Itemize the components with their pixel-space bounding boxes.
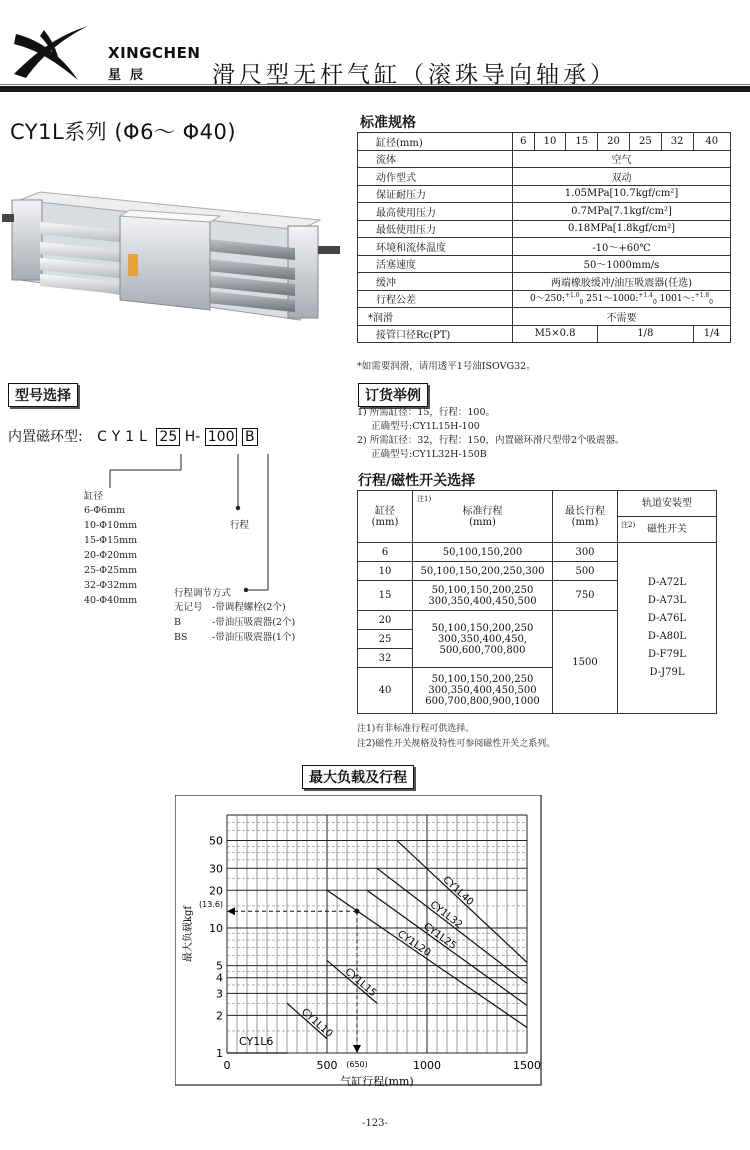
stroke-bore: 32 <box>358 649 413 668</box>
annotation-label-stroke: (650) <box>346 1060 368 1069</box>
stroke-table-head <box>358 491 717 517</box>
stroke-row <box>358 543 717 562</box>
spec-tolerance-label: 行程公差 <box>358 290 513 308</box>
series-label: CY1L10 <box>299 1006 335 1040</box>
spec-row-value: 两端橡胶缓冲/油压吸震器(任选) <box>513 273 731 291</box>
spec-row <box>358 168 731 186</box>
adjust-desc: -带油压吸震器(2个) <box>212 617 296 628</box>
page-number: -123- <box>362 1118 388 1129</box>
y-tick-label: 2 <box>216 1009 223 1023</box>
head-max-unit: (mm) <box>571 516 599 528</box>
head-bore-text: 缸径 <box>375 505 395 517</box>
spec-row <box>358 203 731 221</box>
stroke-table-title: 行程/磁性开关选择 <box>358 473 476 489</box>
bore-list-item: 40-Φ40mm <box>84 595 138 606</box>
stroke-max: 1500 <box>553 611 618 714</box>
head-bore-unit: (mm) <box>371 516 399 528</box>
stroke-max: 500 <box>553 562 618 581</box>
adjust-list <box>174 600 295 645</box>
spec-bore-cell: 40 <box>693 133 730 151</box>
switch-item: D-A73L <box>647 595 687 606</box>
chart-title: 最大负载及行程 <box>302 765 414 789</box>
spec-bore-cell: 32 <box>661 133 693 151</box>
spec-row-label: 环境和流体温度 <box>358 238 513 256</box>
spec-bore-cell: 25 <box>629 133 661 151</box>
series-title: CY1L系列 (Φ6～ Φ40) <box>10 120 237 144</box>
tolerance-upper: +1.8 <box>694 292 710 300</box>
y-tick-label: 3 <box>216 987 223 1001</box>
model-h: H <box>184 429 196 445</box>
model-stroke-box: 100 <box>205 428 238 446</box>
spec-row <box>358 220 731 238</box>
spec-port-value: 1/8 <box>598 325 693 343</box>
y-tick-label: 4 <box>216 971 223 985</box>
head-note1: 注1) <box>417 495 432 503</box>
spec-row-label: 最低使用压力 <box>358 220 513 238</box>
load-stroke-chart <box>175 795 555 1095</box>
series-label: CY1L25 <box>421 921 459 952</box>
stroke-values: 50,100,150,200,250,300 <box>413 562 553 581</box>
stroke-label: 行程 <box>230 520 250 531</box>
spec-bore-label: 缸径(mm) <box>358 133 513 151</box>
stroke-table-notes <box>357 722 555 752</box>
model-dash: - <box>195 429 201 445</box>
stroke-max: 750 <box>553 581 618 611</box>
adjust-desc: -带油压吸震器(1个) <box>212 632 296 643</box>
head-std-text: 标准行程 <box>462 505 503 517</box>
stroke-bore: 6 <box>358 543 413 562</box>
adjust-list-item <box>174 600 295 615</box>
y-tick-label: 10 <box>209 921 223 935</box>
stroke-values: 50,100,150,200 <box>413 543 553 562</box>
stroke-bore: 10 <box>358 562 413 581</box>
spec-row-tolerance <box>358 290 731 308</box>
stroke-note: 注1)有非标准行程可供选择。 <box>357 724 475 734</box>
model-prefix: CY1L <box>97 429 152 445</box>
spec-lube-label: *润滑 <box>358 308 513 326</box>
bore-list-item: 6-Φ6mm <box>84 505 126 516</box>
bore-list-item: 20-Φ20mm <box>84 550 138 561</box>
x-tick-label: 0 <box>223 1059 231 1072</box>
annotation-label-load: (13.6) <box>199 900 224 910</box>
x-axis-label: 气缸行程(mm) <box>340 1075 414 1088</box>
spec-tolerance-value <box>513 290 731 308</box>
spec-row <box>358 150 731 168</box>
adjust-list-item <box>174 615 295 630</box>
spec-row-value: -10～+60℃ <box>513 238 731 256</box>
spec-bore-cell: 10 <box>534 133 566 151</box>
spec-title: 标准规格 <box>360 115 416 131</box>
head-note2: 注2) <box>621 521 636 529</box>
head-std-unit: (mm) <box>469 516 496 528</box>
head-max-text: 最长行程 <box>565 505 605 517</box>
tolerance-range: 1001～: <box>659 294 695 305</box>
head-max <box>553 491 618 543</box>
spec-row-value: 0.7MPa[7.1kgf/cm²] <box>513 203 731 221</box>
rodless-cylinder-product-image <box>0 170 345 340</box>
stroke-bore: 15 <box>358 581 413 611</box>
spec-row-label: 活塞速度 <box>358 255 513 273</box>
model-select-title: 型号选择 <box>8 383 78 407</box>
x-tick-label: 1500 <box>513 1059 541 1072</box>
adjust-title: 行程调节方式 <box>174 588 232 599</box>
stroke-table <box>357 490 717 714</box>
spec-row <box>358 185 731 203</box>
switch-item: D-F79L <box>648 649 686 660</box>
switch-item: D-A72L <box>647 577 687 588</box>
spec-row-bore <box>358 133 731 151</box>
head-rail: 轨道安装型 <box>618 491 717 517</box>
spec-row-label: 保证耐压力 <box>358 185 513 203</box>
y-tick-label: 50 <box>209 834 223 848</box>
bore-list-item: 10-Φ10mm <box>84 520 138 531</box>
order-line: 1) 所需缸径：15，行程：100。 <box>357 407 495 418</box>
stroke-values: 50,100,150,200,250 300,350,400,450, 500,600,700,800 <box>413 611 553 668</box>
switch-item: D-J79L <box>649 667 685 678</box>
head-switch <box>618 517 717 543</box>
spec-row-label: 动作型式 <box>358 168 513 186</box>
spec-row-port <box>358 325 731 343</box>
brand-chinese-name: 星辰 <box>108 68 153 83</box>
stroke-max: 300 <box>553 543 618 562</box>
spec-bore-cell: 15 <box>566 133 598 151</box>
tolerance-range: 0～250: <box>530 294 565 305</box>
stroke-values: 50,100,150,200,250 300,350,400,450,500 600,700,800,900,1000 <box>413 668 553 714</box>
switch-item: D-A76L <box>647 613 687 624</box>
adjust-code: 无记号 <box>174 602 203 613</box>
adjust-list-item <box>174 630 295 645</box>
series-label: CY1L32 <box>427 899 465 931</box>
order-title: 订货举例 <box>358 383 428 407</box>
tolerance-upper: +1.4 <box>638 292 653 300</box>
tolerance-lower: 0 <box>709 299 713 307</box>
switch-list <box>618 543 717 714</box>
model-type-label: 内置磁环型: <box>8 429 83 445</box>
y-tick-label: 5 <box>216 959 223 973</box>
spec-row-value: 0.18MPa[1.8kgf/cm²] <box>513 220 731 238</box>
spec-lube-value: 不需要 <box>513 308 731 326</box>
page-title: 滑尺型无杆气缸（滚珠导向轴承） <box>212 62 617 88</box>
series-label: CY1L15 <box>342 966 379 1000</box>
xingchen-logo-icon <box>14 26 88 80</box>
adjust-code: BS <box>174 632 188 643</box>
spec-row <box>358 273 731 291</box>
series-label: CY1L6 <box>239 1035 274 1048</box>
stroke-values: 50,100,150,200,250 300,350,400,450,500 <box>413 581 553 611</box>
spec-bore-cell: 6 <box>513 133 535 151</box>
y-axis-label: 最大负载kgf <box>183 905 194 963</box>
head-switch-text: 磁性开关 <box>647 524 687 535</box>
spec-row-value: 双动 <box>513 168 731 186</box>
series-label: CY1L40 <box>440 874 476 909</box>
bore-list <box>84 503 137 608</box>
spec-row-lube <box>358 308 731 326</box>
series-label: CY1L20 <box>395 928 433 960</box>
spec-row-value: 空气 <box>513 150 731 168</box>
bore-list-title: 缸径 <box>84 491 104 502</box>
spec-row <box>358 255 731 273</box>
spec-footnote: *如需要润滑，请用透平1号油ISOVG32。 <box>357 361 536 372</box>
y-tick-label: 1 <box>216 1047 223 1060</box>
order-line: 2) 所需缸径：32，行程：150，内置磁环滑尺型带2个吸震器。 <box>357 435 625 446</box>
spec-port-value: M5×0.8 <box>513 325 598 343</box>
stroke-bore: 40 <box>358 668 413 714</box>
bore-list-item: 25-Φ25mm <box>84 565 138 576</box>
y-tick-label: 20 <box>209 884 223 898</box>
order-line: 正确型号:CY1L32H-150B <box>371 449 487 460</box>
x-tick-label: 1000 <box>413 1059 441 1072</box>
head-bore <box>358 491 413 543</box>
bore-list-item: 32-Φ32mm <box>84 580 138 591</box>
tolerance-lower: 0 <box>652 299 657 307</box>
x-tick-label: 500 <box>316 1059 338 1072</box>
brand-name: XINGCHEN <box>108 44 201 62</box>
adjust-code: B <box>174 617 181 628</box>
model-option-box: B <box>242 428 258 446</box>
y-tick-label: 30 <box>209 862 223 876</box>
spec-port-value: 1/4 <box>693 325 730 343</box>
bore-list-item: 15-Φ15mm <box>84 535 138 546</box>
stroke-bore: 25 <box>358 630 413 649</box>
tolerance-upper: +1.0 <box>564 292 580 300</box>
order-line: 正确型号:CY1L15H-100 <box>371 421 480 432</box>
model-bore-box: 25 <box>156 428 180 446</box>
spec-row-label: 缓冲 <box>358 273 513 291</box>
spec-row-label: 最高使用压力 <box>358 203 513 221</box>
spec-port-label: 接管口径Rc(PT) <box>358 325 513 343</box>
switch-item: D-A80L <box>647 631 687 642</box>
tolerance-range: 251～1000: <box>586 294 639 305</box>
spec-row-label: 流体 <box>358 150 513 168</box>
adjust-desc: -带调程螺栓(2个) <box>212 602 286 613</box>
spec-table <box>357 132 731 343</box>
model-code-connectors <box>0 440 300 600</box>
spec-bore-cell: 20 <box>598 133 630 151</box>
stroke-bore: 20 <box>358 611 413 630</box>
order-example <box>357 406 625 462</box>
spec-row-value: 1.05MPa[10.7kgf/cm²] <box>513 185 731 203</box>
tolerance-lower: 0 <box>579 299 584 307</box>
stroke-note: 注2)磁性开关规格及特性可参阅磁性开关之系列。 <box>357 739 556 749</box>
spec-row <box>358 238 731 256</box>
spec-row-value: 50～1000mm/s <box>513 255 731 273</box>
head-std <box>413 491 553 543</box>
